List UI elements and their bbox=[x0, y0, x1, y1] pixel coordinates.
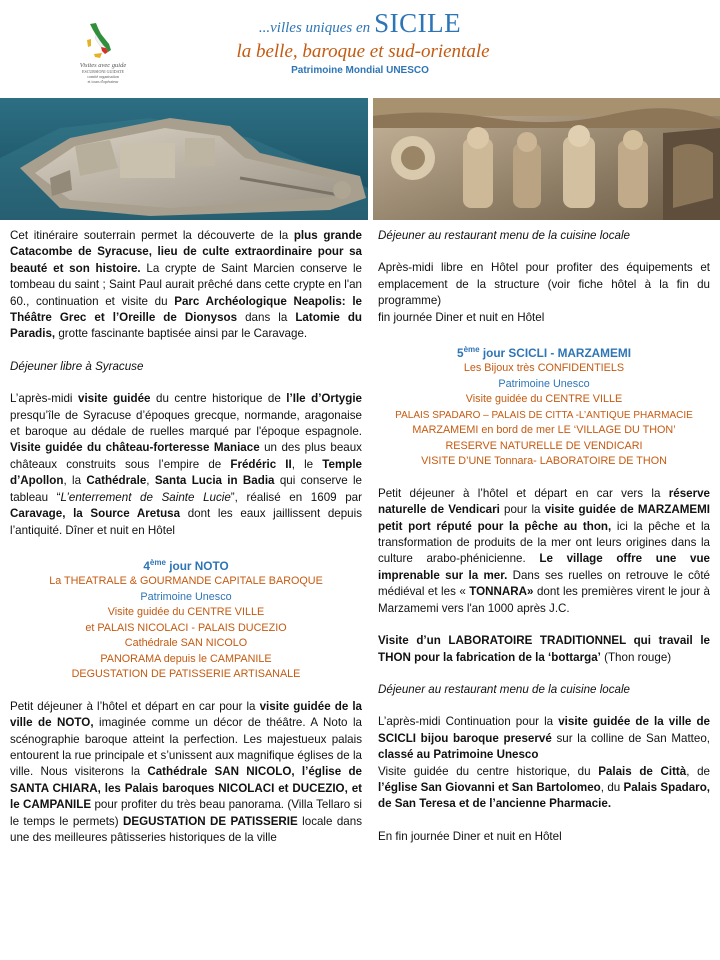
day5-line: MARZAMEMI en bord de mer LE ‘VILLAGE DU THON’ bbox=[412, 424, 676, 437]
day5-line: RESERVE NATURELLE DE VENDICARI bbox=[445, 439, 643, 452]
dinner-note: fin journée Diner et nuit en Hôtel bbox=[378, 310, 545, 324]
end-note: En fin journée Diner et nuit en Hôtel bbox=[378, 829, 562, 843]
lunch-note: Déjeuner au restaurant menu de la cuisine locale bbox=[378, 682, 630, 696]
page-subtitle: la belle, baroque et sud-orientale bbox=[236, 41, 490, 62]
day5-title: 5ème jour SCICLI - MARZAMEMI bbox=[457, 345, 631, 360]
castle-photo bbox=[0, 98, 368, 220]
ortygia-paragraph: L’après-midi visite guidée du centre historique de l’Ile d’Ortygie presqu’île de Syracuse d’époques grecque, normande, aragonaise et baroque au dédale de ruelles marqué par l'époque espagnole. Visite guidée du château-forteresse Maniace un des plus beaux châteaux construits sous l’empire de Frédéric II, le Temple d’Apollon, la Cathédrale, Santa Lucia in Badia qui conserve le tableau “L’enterrement de Sainte Lucie”, réalisé en 1609 par Caravage, la Source Aretusa dont les eaux jaillissent depuis l’antiquité. Dîner et nuit en Hôtel bbox=[10, 392, 363, 537]
noto-paragraph: Petit déjeuner à l’hôtel et départ en car pour la visite guidée de la ville de NOTO, imaginée comme un décor de théâtre. A Noto la scénographie baroque atteint la perfection. Les majestueux palais entourent la rue principale et s’unissent aux magnifique églises de la ville. Nous visiterons la Cathédrale SAN NICOLO, l’église de SANTA CHIARA, les Palais baroques NICOLACI et DUCEZIO, et le CAMPANILE pour profiter du très beau panorama. (Villa Tellaro si le temps le permets) DEGUSTATION DE PATISSERIE locale dans une des meilleures pâtisseries historiques de la ville bbox=[10, 699, 363, 844]
day4-line: Visite guidée du CENTRE VILLE bbox=[107, 606, 265, 619]
day5-line: Patrimoine Unesco bbox=[498, 377, 590, 390]
lunch-note: Déjeuner libre à Syracuse bbox=[10, 359, 144, 373]
logo-subtext: comité organisation bbox=[87, 74, 119, 79]
marzamemi-paragraph: Petit déjeuner à l’hôtel et départ en car vers la réserve naturelle de Vendicari pour la visite guidée de MARZAMEMI petit port réputé pour la pêche au thon, ici la pêche et la transformation de produits de la mer ont leurs origines dans la culture arabo-phénicienne. Le village offre une vue imprenable sur la mer. Dans ses ruelles on retrouve le côté médiéval et les « TONNARA» dont les premières virent le jour à Marzamemi vers l'an 1000 après J.C. bbox=[378, 486, 711, 615]
left-column bbox=[10, 228, 362, 846]
day5-line: PALAIS SPADARO – PALAIS DE CITTA -L’ANTIQUE PHARMACIE bbox=[395, 409, 693, 421]
day4-block bbox=[10, 555, 362, 683]
unesco-label: Patrimoine Mondial UNESCO bbox=[291, 65, 429, 76]
catacomb-paragraph: Cet itinéraire souterrain permet la découverte de la plus grande Catacombe de Syracuse, lieu de culte extraordinaire pour sa beauté et son histoire. La crypte de Saint Marcien conserve le tombeau du saint ; Saint Paul aurait prêché dans cette crypte en l'an 60., continuation et visite du Parc Archéologique Neapolis: le Théâtre Grec et l’Oreille de Dionysos dans la Latomie du Paradis, grotte fascinante baptisée ainsi par le Caravage. bbox=[10, 229, 362, 341]
day4-line: PANORAMA depuis le CAMPANILE bbox=[100, 652, 272, 665]
page-header bbox=[0, 0, 720, 96]
day4-line: DEGUSTATION DE PATISSERIE ARTISANALE bbox=[71, 668, 301, 681]
logo-subtext: et tours d'opérateur bbox=[87, 79, 119, 84]
page-title bbox=[230, 8, 490, 39]
logo-subtext: ESCURSIONI GUIDATE bbox=[82, 69, 124, 74]
title-prefix: ...villes uniques en bbox=[258, 20, 371, 36]
logo-text: Visites avec guide bbox=[79, 62, 127, 69]
laboratory-paragraph: Visite d’un LABORATOIRE TRADITIONNEL qui travail le THON pour la fabrication de la ‘bottarga’ (Thon rouge) bbox=[378, 634, 710, 664]
day4-line: La THEATRALE & GOURMANDE CAPITALE BAROQUE bbox=[49, 575, 323, 588]
day5-block bbox=[378, 342, 710, 470]
right-column bbox=[378, 228, 710, 845]
scicli-paragraph: L’après-midi Continuation pour la visite guidée de la ville de SCICLI bijou baroque preservé sur la colline de San Matteo, classé au Patrimoine Unesco Visite guidée du centre historique, du Palais de Città, de l’église San Giovanni et San Bartolomeo, du Palais Spadaro, de San Teresa et de l’ancienne Pharmacie. bbox=[378, 715, 711, 811]
italy-map-icon bbox=[84, 22, 118, 64]
day4-title: 4ème jour NOTO bbox=[143, 557, 229, 573]
day5-line: Visite guidée du CENTRE VILLE bbox=[465, 393, 623, 406]
sicily-guide-logo bbox=[70, 22, 128, 88]
free-afternoon-paragraph: Après-midi libre en Hôtel pour profiter des équipements et emplacement de la structure (voir fiche hôtel à la fin du programme) bbox=[378, 261, 710, 308]
day4-line: et PALAIS NICOLACI - PALAIS DUCEZIO bbox=[85, 621, 287, 634]
sculpture-photo bbox=[373, 98, 720, 220]
day5-line: Les Bijoux très CONFIDENTIELS bbox=[463, 362, 625, 375]
day4-line: Patrimoine Unesco bbox=[140, 590, 232, 603]
title-main: SICILE bbox=[374, 8, 462, 38]
day4-line: Cathédrale SAN NICOLO bbox=[124, 637, 248, 650]
day5-line: VISITE D’UNE Tonnara- LABORATOIRE DE THON bbox=[421, 455, 667, 468]
lunch-note: Déjeuner au restaurant menu de la cuisine locale bbox=[378, 229, 630, 242]
